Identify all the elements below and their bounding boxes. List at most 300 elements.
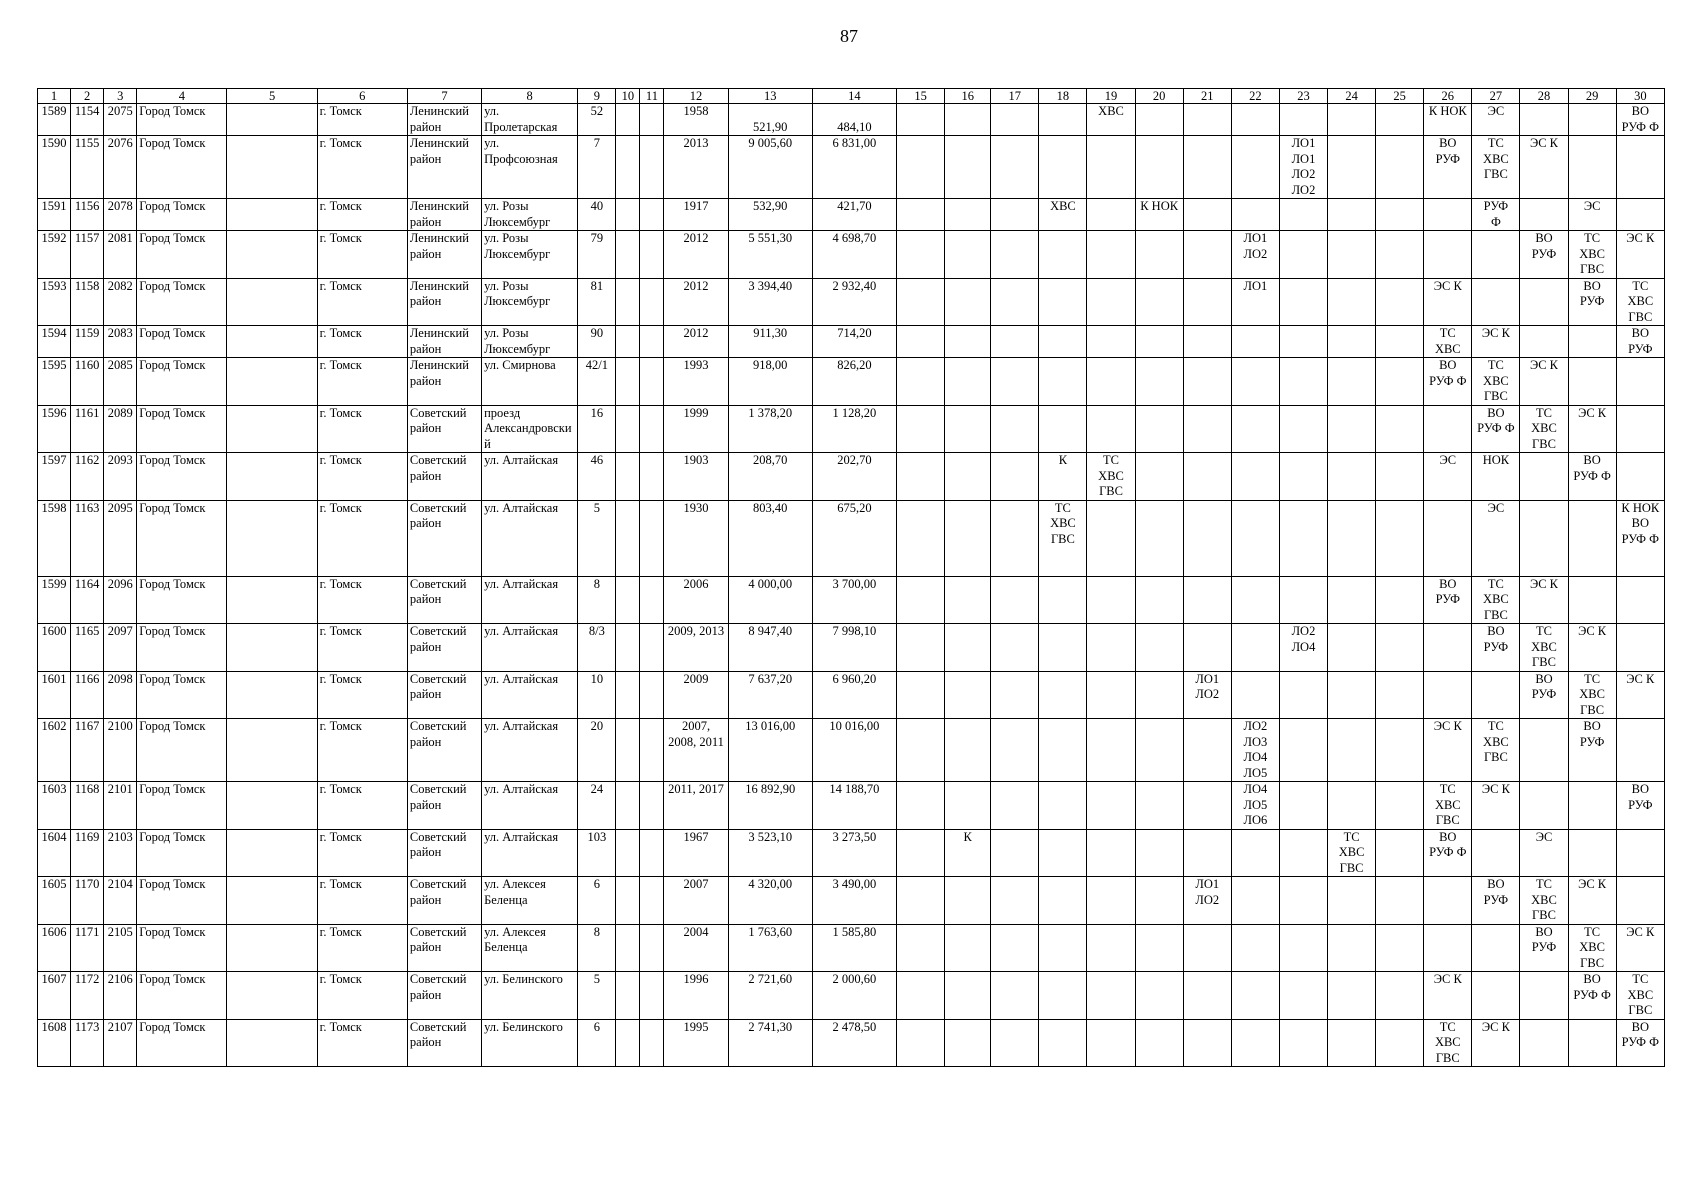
cell-col-28: ТС ХВС ГВС <box>1520 877 1568 925</box>
cell-col-15 <box>897 719 945 782</box>
cell-col-1: 1590 <box>38 136 71 199</box>
cell-col-19 <box>1087 924 1135 972</box>
cell-col-12: 2004 <box>664 924 728 972</box>
cell-col-27: ТС ХВС ГВС <box>1472 136 1520 199</box>
cell-col-24 <box>1328 624 1376 672</box>
cell-col-7: Советский район <box>407 782 481 830</box>
cell-col-9: 103 <box>578 829 616 877</box>
cell-col-27: ВО РУФ <box>1472 624 1520 672</box>
cell-col-22 <box>1231 453 1279 501</box>
cell-col-15 <box>897 829 945 877</box>
cell-col-24 <box>1328 104 1376 136</box>
cell-col-17 <box>991 231 1039 279</box>
cell-col-28: ЭС <box>1520 829 1568 877</box>
cell-col-17 <box>991 829 1039 877</box>
cell-col-28: ВО РУФ <box>1520 231 1568 279</box>
cell-col-5 <box>227 104 317 136</box>
cell-col-24 <box>1328 405 1376 453</box>
cell-col-4: Город Томск <box>137 199 227 231</box>
cell-col-10 <box>616 358 640 406</box>
cell-col-25 <box>1376 719 1424 782</box>
cell-col-24 <box>1328 500 1376 576</box>
cell-col-18 <box>1039 358 1087 406</box>
cell-col-15 <box>897 576 945 624</box>
cell-col-12: 2007, 2008, 2011 <box>664 719 728 782</box>
column-header-25: 25 <box>1376 89 1424 104</box>
cell-col-14: 202,70 <box>812 453 896 501</box>
cell-col-19 <box>1087 358 1135 406</box>
cell-col-27 <box>1472 231 1520 279</box>
cell-col-22 <box>1231 358 1279 406</box>
cell-col-24 <box>1328 136 1376 199</box>
cell-col-9: 90 <box>578 326 616 358</box>
cell-col-22 <box>1231 199 1279 231</box>
cell-col-7: Советский район <box>407 500 481 576</box>
cell-col-29 <box>1568 782 1616 830</box>
cell-col-1: 1592 <box>38 231 71 279</box>
cell-col-6: г. Томск <box>317 829 407 877</box>
cell-col-5 <box>227 924 317 972</box>
cell-col-25 <box>1376 782 1424 830</box>
cell-col-16 <box>945 199 991 231</box>
cell-col-7: Советский район <box>407 719 481 782</box>
cell-col-14: 2 478,50 <box>812 1019 896 1067</box>
column-header-2: 2 <box>71 89 104 104</box>
cell-col-7: Ленинский район <box>407 326 481 358</box>
cell-col-23 <box>1279 576 1327 624</box>
cell-col-12: 1996 <box>664 972 728 1020</box>
cell-col-14: 6 831,00 <box>812 136 896 199</box>
cell-col-3: 2106 <box>104 972 137 1020</box>
cell-col-5 <box>227 1019 317 1067</box>
cell-col-3: 2085 <box>104 358 137 406</box>
cell-col-16 <box>945 719 991 782</box>
cell-col-19 <box>1087 231 1135 279</box>
cell-col-21 <box>1183 576 1231 624</box>
column-header-29: 29 <box>1568 89 1616 104</box>
cell-col-9: 5 <box>578 972 616 1020</box>
cell-col-6: г. Томск <box>317 719 407 782</box>
column-header-7: 7 <box>407 89 481 104</box>
cell-col-19 <box>1087 576 1135 624</box>
cell-col-14: 14 188,70 <box>812 782 896 830</box>
cell-col-21: ЛО1 ЛО2 <box>1183 877 1231 925</box>
cell-col-30 <box>1616 136 1664 199</box>
cell-col-28 <box>1520 1019 1568 1067</box>
cell-col-15 <box>897 405 945 453</box>
cell-col-27: ТС ХВС ГВС <box>1472 719 1520 782</box>
cell-col-14: 10 016,00 <box>812 719 896 782</box>
cell-col-8: ул. Розы Люксембург <box>482 326 578 358</box>
cell-col-5 <box>227 624 317 672</box>
cell-col-18 <box>1039 671 1087 719</box>
cell-col-29: ТС ХВС ГВС <box>1568 671 1616 719</box>
cell-col-1: 1608 <box>38 1019 71 1067</box>
cell-col-5 <box>227 136 317 199</box>
cell-col-11 <box>640 877 664 925</box>
cell-col-4: Город Томск <box>137 136 227 199</box>
column-header-9: 9 <box>578 89 616 104</box>
cell-col-7: Ленинский район <box>407 136 481 199</box>
cell-col-15 <box>897 136 945 199</box>
cell-col-11 <box>640 500 664 576</box>
cell-col-21: ЛО1 ЛО2 <box>1183 671 1231 719</box>
cell-col-7: Советский район <box>407 405 481 453</box>
cell-col-14: 1 128,20 <box>812 405 896 453</box>
cell-col-3: 2104 <box>104 877 137 925</box>
cell-col-1: 1599 <box>38 576 71 624</box>
cell-col-8: ул. Розы Люксембург <box>482 231 578 279</box>
cell-col-1: 1600 <box>38 624 71 672</box>
table-row <box>38 136 1665 199</box>
table-row <box>38 972 1665 1020</box>
cell-col-28 <box>1520 199 1568 231</box>
cell-col-11 <box>640 136 664 199</box>
cell-col-23 <box>1279 924 1327 972</box>
cell-col-2: 1160 <box>71 358 104 406</box>
cell-col-12: 2006 <box>664 576 728 624</box>
cell-col-11 <box>640 231 664 279</box>
cell-col-20 <box>1135 231 1183 279</box>
cell-col-30: ЭС К <box>1616 924 1664 972</box>
table-row <box>38 829 1665 877</box>
cell-col-3: 2100 <box>104 719 137 782</box>
cell-col-16 <box>945 972 991 1020</box>
cell-col-30: ВО РУФ <box>1616 326 1664 358</box>
cell-col-1: 1605 <box>38 877 71 925</box>
cell-col-6: г. Томск <box>317 924 407 972</box>
cell-col-15 <box>897 231 945 279</box>
cell-col-22 <box>1231 829 1279 877</box>
cell-col-30: ЭС К <box>1616 671 1664 719</box>
cell-col-27: РУФ Ф <box>1472 199 1520 231</box>
cell-col-5 <box>227 326 317 358</box>
cell-col-28 <box>1520 719 1568 782</box>
cell-col-9: 7 <box>578 136 616 199</box>
cell-col-1: 1598 <box>38 500 71 576</box>
cell-col-25 <box>1376 1019 1424 1067</box>
cell-col-3: 2096 <box>104 576 137 624</box>
cell-col-9: 40 <box>578 199 616 231</box>
cell-col-9: 10 <box>578 671 616 719</box>
cell-col-2: 1163 <box>71 500 104 576</box>
cell-col-23 <box>1279 278 1327 326</box>
cell-col-24 <box>1328 972 1376 1020</box>
cell-col-4: Город Томск <box>137 576 227 624</box>
cell-col-16 <box>945 104 991 136</box>
cell-col-6: г. Томск <box>317 500 407 576</box>
cell-col-6: г. Томск <box>317 358 407 406</box>
cell-col-5 <box>227 199 317 231</box>
cell-col-22: ЛО1 ЛО2 <box>1231 231 1279 279</box>
cell-col-4: Город Томск <box>137 719 227 782</box>
cell-col-17 <box>991 500 1039 576</box>
cell-col-19 <box>1087 199 1135 231</box>
cell-col-28: ВО РУФ <box>1520 671 1568 719</box>
table-row <box>38 924 1665 972</box>
cell-col-30: ТС ХВС ГВС <box>1616 278 1664 326</box>
cell-col-13: 16 892,90 <box>728 782 812 830</box>
cell-col-15 <box>897 972 945 1020</box>
cell-col-1: 1603 <box>38 782 71 830</box>
cell-col-29: ЭС К <box>1568 624 1616 672</box>
cell-col-20 <box>1135 278 1183 326</box>
cell-col-7: Ленинский район <box>407 231 481 279</box>
cell-col-19 <box>1087 877 1135 925</box>
cell-col-1: 1594 <box>38 326 71 358</box>
cell-col-11 <box>640 829 664 877</box>
cell-col-16 <box>945 500 991 576</box>
cell-col-22 <box>1231 972 1279 1020</box>
cell-col-20 <box>1135 104 1183 136</box>
cell-col-2: 1158 <box>71 278 104 326</box>
cell-col-19 <box>1087 829 1135 877</box>
cell-col-5 <box>227 829 317 877</box>
cell-col-26 <box>1424 231 1472 279</box>
cell-col-26: ЭС К <box>1424 719 1472 782</box>
column-header-18: 18 <box>1039 89 1087 104</box>
cell-col-22: ЛО2 ЛО3 ЛО4 ЛО5 <box>1231 719 1279 782</box>
cell-col-23: ЛО1 ЛО1 ЛО2 ЛО2 <box>1279 136 1327 199</box>
cell-col-2: 1154 <box>71 104 104 136</box>
cell-col-7: Советский район <box>407 924 481 972</box>
cell-col-19 <box>1087 326 1135 358</box>
table-row <box>38 877 1665 925</box>
cell-col-7: Советский район <box>407 453 481 501</box>
cell-col-6: г. Томск <box>317 278 407 326</box>
cell-col-20: К НОК <box>1135 199 1183 231</box>
cell-col-25 <box>1376 136 1424 199</box>
cell-col-19 <box>1087 782 1135 830</box>
cell-col-18 <box>1039 104 1087 136</box>
cell-col-3: 2101 <box>104 782 137 830</box>
cell-col-18 <box>1039 576 1087 624</box>
cell-col-14: 421,70 <box>812 199 896 231</box>
cell-col-26: ЭС К <box>1424 278 1472 326</box>
cell-col-17 <box>991 136 1039 199</box>
cell-col-6: г. Томск <box>317 199 407 231</box>
cell-col-5 <box>227 671 317 719</box>
cell-col-17 <box>991 453 1039 501</box>
cell-col-6: г. Томск <box>317 877 407 925</box>
cell-col-28 <box>1520 453 1568 501</box>
cell-col-25 <box>1376 924 1424 972</box>
cell-col-11 <box>640 719 664 782</box>
cell-col-13: 3 394,40 <box>728 278 812 326</box>
cell-col-21 <box>1183 326 1231 358</box>
cell-col-9: 16 <box>578 405 616 453</box>
cell-col-29 <box>1568 104 1616 136</box>
cell-col-15 <box>897 278 945 326</box>
cell-col-25 <box>1376 104 1424 136</box>
cell-col-8: ул. Белинского <box>482 1019 578 1067</box>
cell-col-16 <box>945 405 991 453</box>
cell-col-15 <box>897 453 945 501</box>
cell-col-9: 81 <box>578 278 616 326</box>
cell-col-10 <box>616 405 640 453</box>
cell-col-14: 714,20 <box>812 326 896 358</box>
cell-col-18 <box>1039 924 1087 972</box>
cell-col-15 <box>897 671 945 719</box>
cell-col-30 <box>1616 453 1664 501</box>
cell-col-3: 2103 <box>104 829 137 877</box>
cell-col-19: ТС ХВС ГВС <box>1087 453 1135 501</box>
cell-col-21 <box>1183 104 1231 136</box>
cell-col-13: 3 523,10 <box>728 829 812 877</box>
cell-col-11 <box>640 104 664 136</box>
cell-col-29 <box>1568 358 1616 406</box>
cell-col-9: 42/1 <box>578 358 616 406</box>
cell-col-6: г. Томск <box>317 624 407 672</box>
cell-col-2: 1162 <box>71 453 104 501</box>
cell-col-15 <box>897 624 945 672</box>
cell-col-30: ЭС К <box>1616 231 1664 279</box>
cell-col-8: ул. Алтайская <box>482 624 578 672</box>
cell-col-25 <box>1376 972 1424 1020</box>
cell-col-11 <box>640 624 664 672</box>
cell-col-28: ЭС К <box>1520 358 1568 406</box>
cell-col-16 <box>945 1019 991 1067</box>
table-row <box>38 1019 1665 1067</box>
cell-col-6: г. Томск <box>317 231 407 279</box>
cell-col-19 <box>1087 405 1135 453</box>
column-header-17: 17 <box>991 89 1039 104</box>
cell-col-29: ВО РУФ <box>1568 719 1616 782</box>
table-row <box>38 782 1665 830</box>
cell-col-5 <box>227 358 317 406</box>
cell-col-16 <box>945 326 991 358</box>
cell-col-27: ЭС К <box>1472 782 1520 830</box>
cell-col-10 <box>616 924 640 972</box>
cell-col-13: 9 005,60 <box>728 136 812 199</box>
cell-col-12: 2013 <box>664 136 728 199</box>
cell-col-20 <box>1135 358 1183 406</box>
cell-col-17 <box>991 199 1039 231</box>
cell-col-13: 208,70 <box>728 453 812 501</box>
cell-col-29 <box>1568 500 1616 576</box>
cell-col-8: ул. Алтайская <box>482 671 578 719</box>
cell-col-23 <box>1279 326 1327 358</box>
cell-col-5 <box>227 877 317 925</box>
cell-col-13: 1 763,60 <box>728 924 812 972</box>
cell-col-8: ул. Алтайская <box>482 829 578 877</box>
cell-col-17 <box>991 624 1039 672</box>
cell-col-22 <box>1231 500 1279 576</box>
cell-col-16 <box>945 136 991 199</box>
cell-col-19 <box>1087 500 1135 576</box>
cell-col-18 <box>1039 136 1087 199</box>
cell-col-30 <box>1616 624 1664 672</box>
cell-col-6: г. Томск <box>317 405 407 453</box>
cell-col-4: Город Томск <box>137 358 227 406</box>
cell-col-8: ул. Пролетарская <box>482 104 578 136</box>
cell-col-23 <box>1279 829 1327 877</box>
cell-col-27: ВО РУФ <box>1472 877 1520 925</box>
cell-col-25 <box>1376 199 1424 231</box>
cell-col-2: 1167 <box>71 719 104 782</box>
cell-col-18: К <box>1039 453 1087 501</box>
cell-col-13: 8 947,40 <box>728 624 812 672</box>
cell-col-8: проезд Александровски й <box>482 405 578 453</box>
cell-col-22 <box>1231 671 1279 719</box>
cell-col-16: К <box>945 829 991 877</box>
cell-col-7: Советский район <box>407 972 481 1020</box>
column-header-22: 22 <box>1231 89 1279 104</box>
cell-col-9: 46 <box>578 453 616 501</box>
cell-col-4: Город Томск <box>137 671 227 719</box>
cell-col-21 <box>1183 278 1231 326</box>
cell-col-7: Ленинский район <box>407 278 481 326</box>
cell-col-18 <box>1039 829 1087 877</box>
cell-col-22 <box>1231 136 1279 199</box>
cell-col-23 <box>1279 1019 1327 1067</box>
cell-col-26: ВО РУФ <box>1424 576 1472 624</box>
cell-col-26: ВО РУФ <box>1424 136 1472 199</box>
cell-col-22 <box>1231 924 1279 972</box>
cell-col-27: ЭС К <box>1472 1019 1520 1067</box>
cell-col-8: ул. Алтайская <box>482 500 578 576</box>
cell-col-11 <box>640 453 664 501</box>
cell-col-27 <box>1472 278 1520 326</box>
cell-col-14: 484,10 <box>812 104 896 136</box>
cell-col-4: Город Томск <box>137 278 227 326</box>
cell-col-27: ЭС <box>1472 500 1520 576</box>
cell-col-26: ЭС К <box>1424 972 1472 1020</box>
cell-col-24 <box>1328 231 1376 279</box>
cell-col-26 <box>1424 500 1472 576</box>
cell-col-18 <box>1039 231 1087 279</box>
cell-col-26 <box>1424 199 1472 231</box>
cell-col-8: ул. Алтайская <box>482 719 578 782</box>
cell-col-15 <box>897 1019 945 1067</box>
cell-col-20 <box>1135 877 1183 925</box>
cell-col-17 <box>991 924 1039 972</box>
cell-col-13: 532,90 <box>728 199 812 231</box>
cell-col-16 <box>945 671 991 719</box>
cell-col-6: г. Томск <box>317 671 407 719</box>
cell-col-20 <box>1135 924 1183 972</box>
cell-col-10 <box>616 576 640 624</box>
cell-col-21 <box>1183 231 1231 279</box>
cell-col-23 <box>1279 972 1327 1020</box>
cell-col-2: 1165 <box>71 624 104 672</box>
cell-col-2: 1169 <box>71 829 104 877</box>
page-number: 87 <box>840 26 858 46</box>
cell-col-8: ул. Розы Люксембург <box>482 278 578 326</box>
cell-col-17 <box>991 405 1039 453</box>
cell-col-2: 1159 <box>71 326 104 358</box>
cell-col-27: ВО РУФ Ф <box>1472 405 1520 453</box>
cell-col-16 <box>945 924 991 972</box>
cell-col-23 <box>1279 877 1327 925</box>
cell-col-19 <box>1087 278 1135 326</box>
cell-col-9: 5 <box>578 500 616 576</box>
cell-col-11 <box>640 576 664 624</box>
cell-col-9: 8 <box>578 924 616 972</box>
cell-col-24 <box>1328 358 1376 406</box>
cell-col-1: 1593 <box>38 278 71 326</box>
cell-col-10 <box>616 972 640 1020</box>
cell-col-4: Город Томск <box>137 924 227 972</box>
cell-col-20 <box>1135 829 1183 877</box>
cell-col-1: 1604 <box>38 829 71 877</box>
cell-col-11 <box>640 972 664 1020</box>
cell-col-4: Город Томск <box>137 231 227 279</box>
cell-col-16 <box>945 576 991 624</box>
cell-col-21 <box>1183 624 1231 672</box>
cell-col-7: Ленинский район <box>407 199 481 231</box>
cell-col-4: Город Томск <box>137 972 227 1020</box>
